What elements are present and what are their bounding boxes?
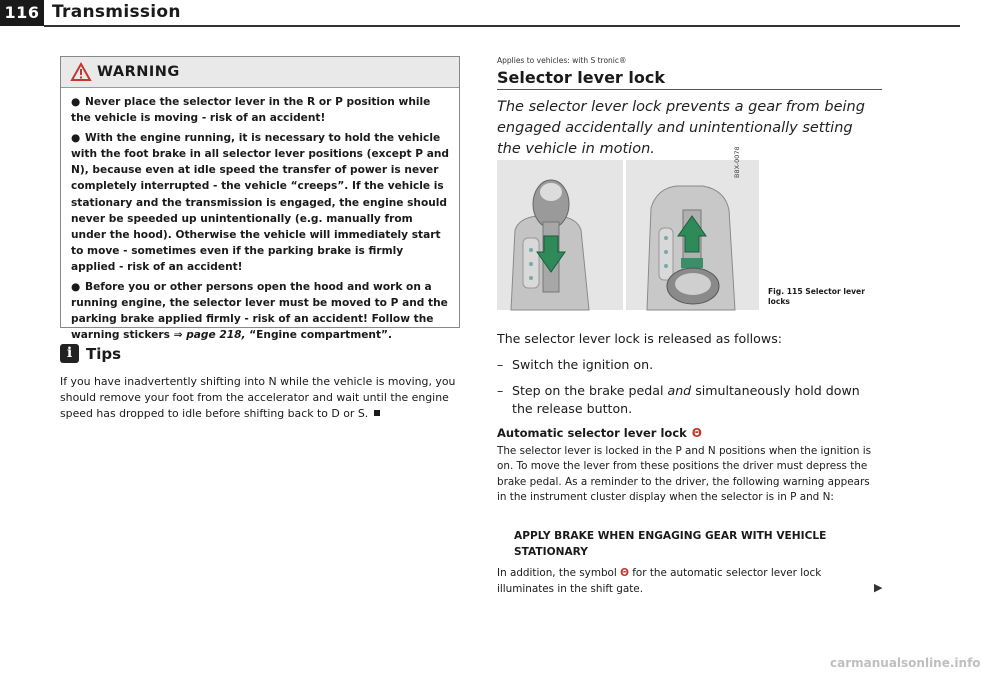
warning-item: ● Before you or other persons open the hood and work on a running engine, the selector lever must be moved to P and the parking brake applied firmly - risk of an accident! Follow the warning stickers ⇒ page 218, “Engine compartment”.: [71, 281, 448, 342]
tips-title: Tips: [86, 344, 122, 363]
warning-title: WARNING: [97, 64, 180, 80]
subsection-title: Automatic selector lever lock Θ: [497, 426, 702, 440]
tips-header: [60, 344, 121, 363]
warning-triangle-icon: [71, 63, 91, 81]
continue-arrow-icon: ▶: [874, 581, 883, 594]
shift-gate-illustration: [497, 160, 759, 310]
figure-code: B8X-0078: [733, 146, 741, 178]
tips-body: If you have inadvertently shifting into N while the vehicle is moving, you should remove your foot from the accelerator and wait until the engine speed has dropped to idle before shifting back to D or S.: [60, 375, 456, 420]
page-reference-link[interactable]: page 218,: [186, 329, 246, 342]
header-rule: [44, 25, 960, 27]
end-marker: [374, 410, 380, 416]
info-icon: i: [60, 344, 79, 363]
warning-body: [61, 88, 459, 343]
lever-lock-icon: Θ: [691, 426, 702, 440]
figure-caption: Fig. 115 Selector lever locks: [768, 287, 865, 306]
page-header: [0, 0, 960, 28]
display-warning-text: APPLY BRAKE WHEN ENGAGING GEAR WITH VEHICLE STATIONARY: [514, 530, 827, 558]
page-number: 116: [0, 0, 44, 26]
instruction-step: – Switch the ignition on.: [497, 357, 654, 372]
right-lever-drawing: [647, 186, 735, 310]
symbol-description: In addition, the symbol Θ for the automatic selector lever lock illuminates in the shift gate.: [497, 567, 822, 595]
applies-note: Applies to vehicles: with S tronic®: [497, 56, 627, 65]
section-rule: [497, 89, 882, 90]
section-intro: The selector lever lock prevents a gear from being engaged accidentally and unintentionally setting the vehicle in motion.: [497, 99, 865, 157]
instruction-step: – Step on the brake pedal and simultaneously hold down the release button.: [497, 383, 860, 416]
lever-lock-icon: Θ: [620, 567, 629, 579]
selector-lever-figure: [497, 160, 759, 310]
auto-lock-description: The selector lever is locked in the P and N positions when the ignition is on. To move the lever from these positions the driver must depress the brake pedal. As a reminder to the driver, the following warning appears in the instrument cluster display when the selector is in P and N:: [497, 445, 872, 504]
arrow-glyph: ⇒: [173, 329, 183, 342]
warning-item: ● Never place the selector lever in the R or P position while the vehicle is moving - risk of an accident!: [71, 96, 431, 125]
warning-item: ● With the engine running, it is necessary to hold the vehicle with the foot brake in all selector lever positions (except P and N), because even at idle speed the transfer of power is never completely interrupted - the vehicle “creeps”. If the vehicle is stationary and the transmission is engaged, the engine should never be speeded up unintentionally (e.g. manually from under the hood). Otherwise the vehicle will immediately start to move - sometimes even if the parking brake is firmly applied - risk of an accident!: [71, 132, 450, 273]
section-title: Selector lever lock: [497, 68, 665, 87]
chapter-title: Transmission: [52, 2, 181, 22]
release-intro: The selector lever lock is released as follows:: [497, 331, 782, 346]
warning-header: [61, 57, 459, 88]
watermark: carmanualsonline.info: [830, 656, 981, 670]
warning-box: [60, 56, 460, 342]
